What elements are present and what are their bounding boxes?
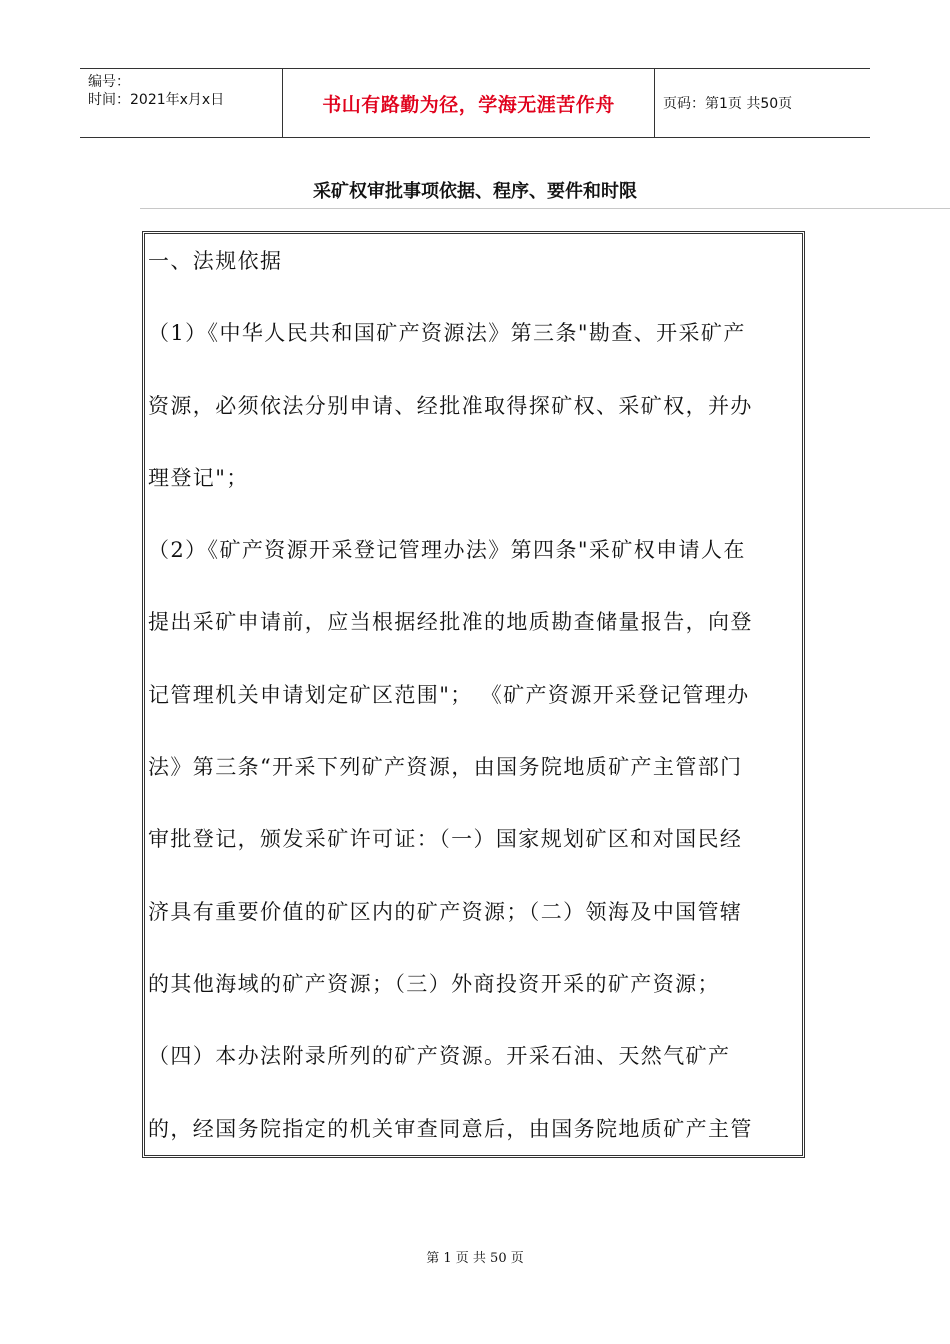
- text-line: 一、法规依据: [148, 249, 283, 273]
- text-line: 提出采矿申请前，应当根据经批准的地质勘查储量报告，向登: [148, 610, 753, 635]
- content-box: [142, 231, 805, 1158]
- text-line: 审批登记，颁发采矿许可证：（一）国家规划矿区和对国民经: [148, 827, 743, 852]
- text-line: 的其他海域的矿产资源；（三）外商投资开采的矿产资源；: [148, 971, 720, 996]
- header-table: [80, 68, 870, 138]
- text-line: 资源，必须依法分别申请、经批准取得探矿权、采矿权，并办: [148, 393, 753, 418]
- text-line: 法》第三条“开采下列矿产资源，由国务院地质矿产主管部门: [148, 755, 743, 780]
- header-meta: [80, 69, 282, 137]
- document-number-label: 编号：: [88, 74, 130, 90]
- content-lines: [148, 246, 798, 1158]
- document-title: 采矿权审批事项依据、程序、要件和时限: [313, 181, 637, 202]
- title-divider: [140, 208, 950, 209]
- header-motto: 书山有路勤为径，学海无涯苦作舟: [282, 69, 655, 137]
- document-date: 时间：2021年x月x日: [88, 92, 225, 108]
- text-line: 记管理机关申请划定矿区范围"； 《矿产资源开采登记管理办: [148, 682, 750, 707]
- text-line: （2）《矿产资源开采登记管理办法》第四条"采矿权申请人在: [148, 538, 746, 563]
- page-footer: 第 1 页 共 50 页: [426, 1251, 524, 1266]
- text-line: （四）本办法附录所列的矿产资源。开采石油、天然气矿产: [148, 1044, 731, 1069]
- text-line: （1）《中华人民共和国矿产资源法》第三条"勘查、开采矿产: [148, 321, 746, 346]
- text-line: 济具有重要价值的矿区内的矿产资源；（二）领海及中国管辖: [148, 899, 743, 924]
- text-line: 的，经国务院指定的机关审查同意后，由国务院地质矿产主管: [148, 1116, 753, 1141]
- header-page-info: 页码：第1页 共50页: [663, 96, 793, 112]
- text-line: 理登记"；: [148, 465, 249, 490]
